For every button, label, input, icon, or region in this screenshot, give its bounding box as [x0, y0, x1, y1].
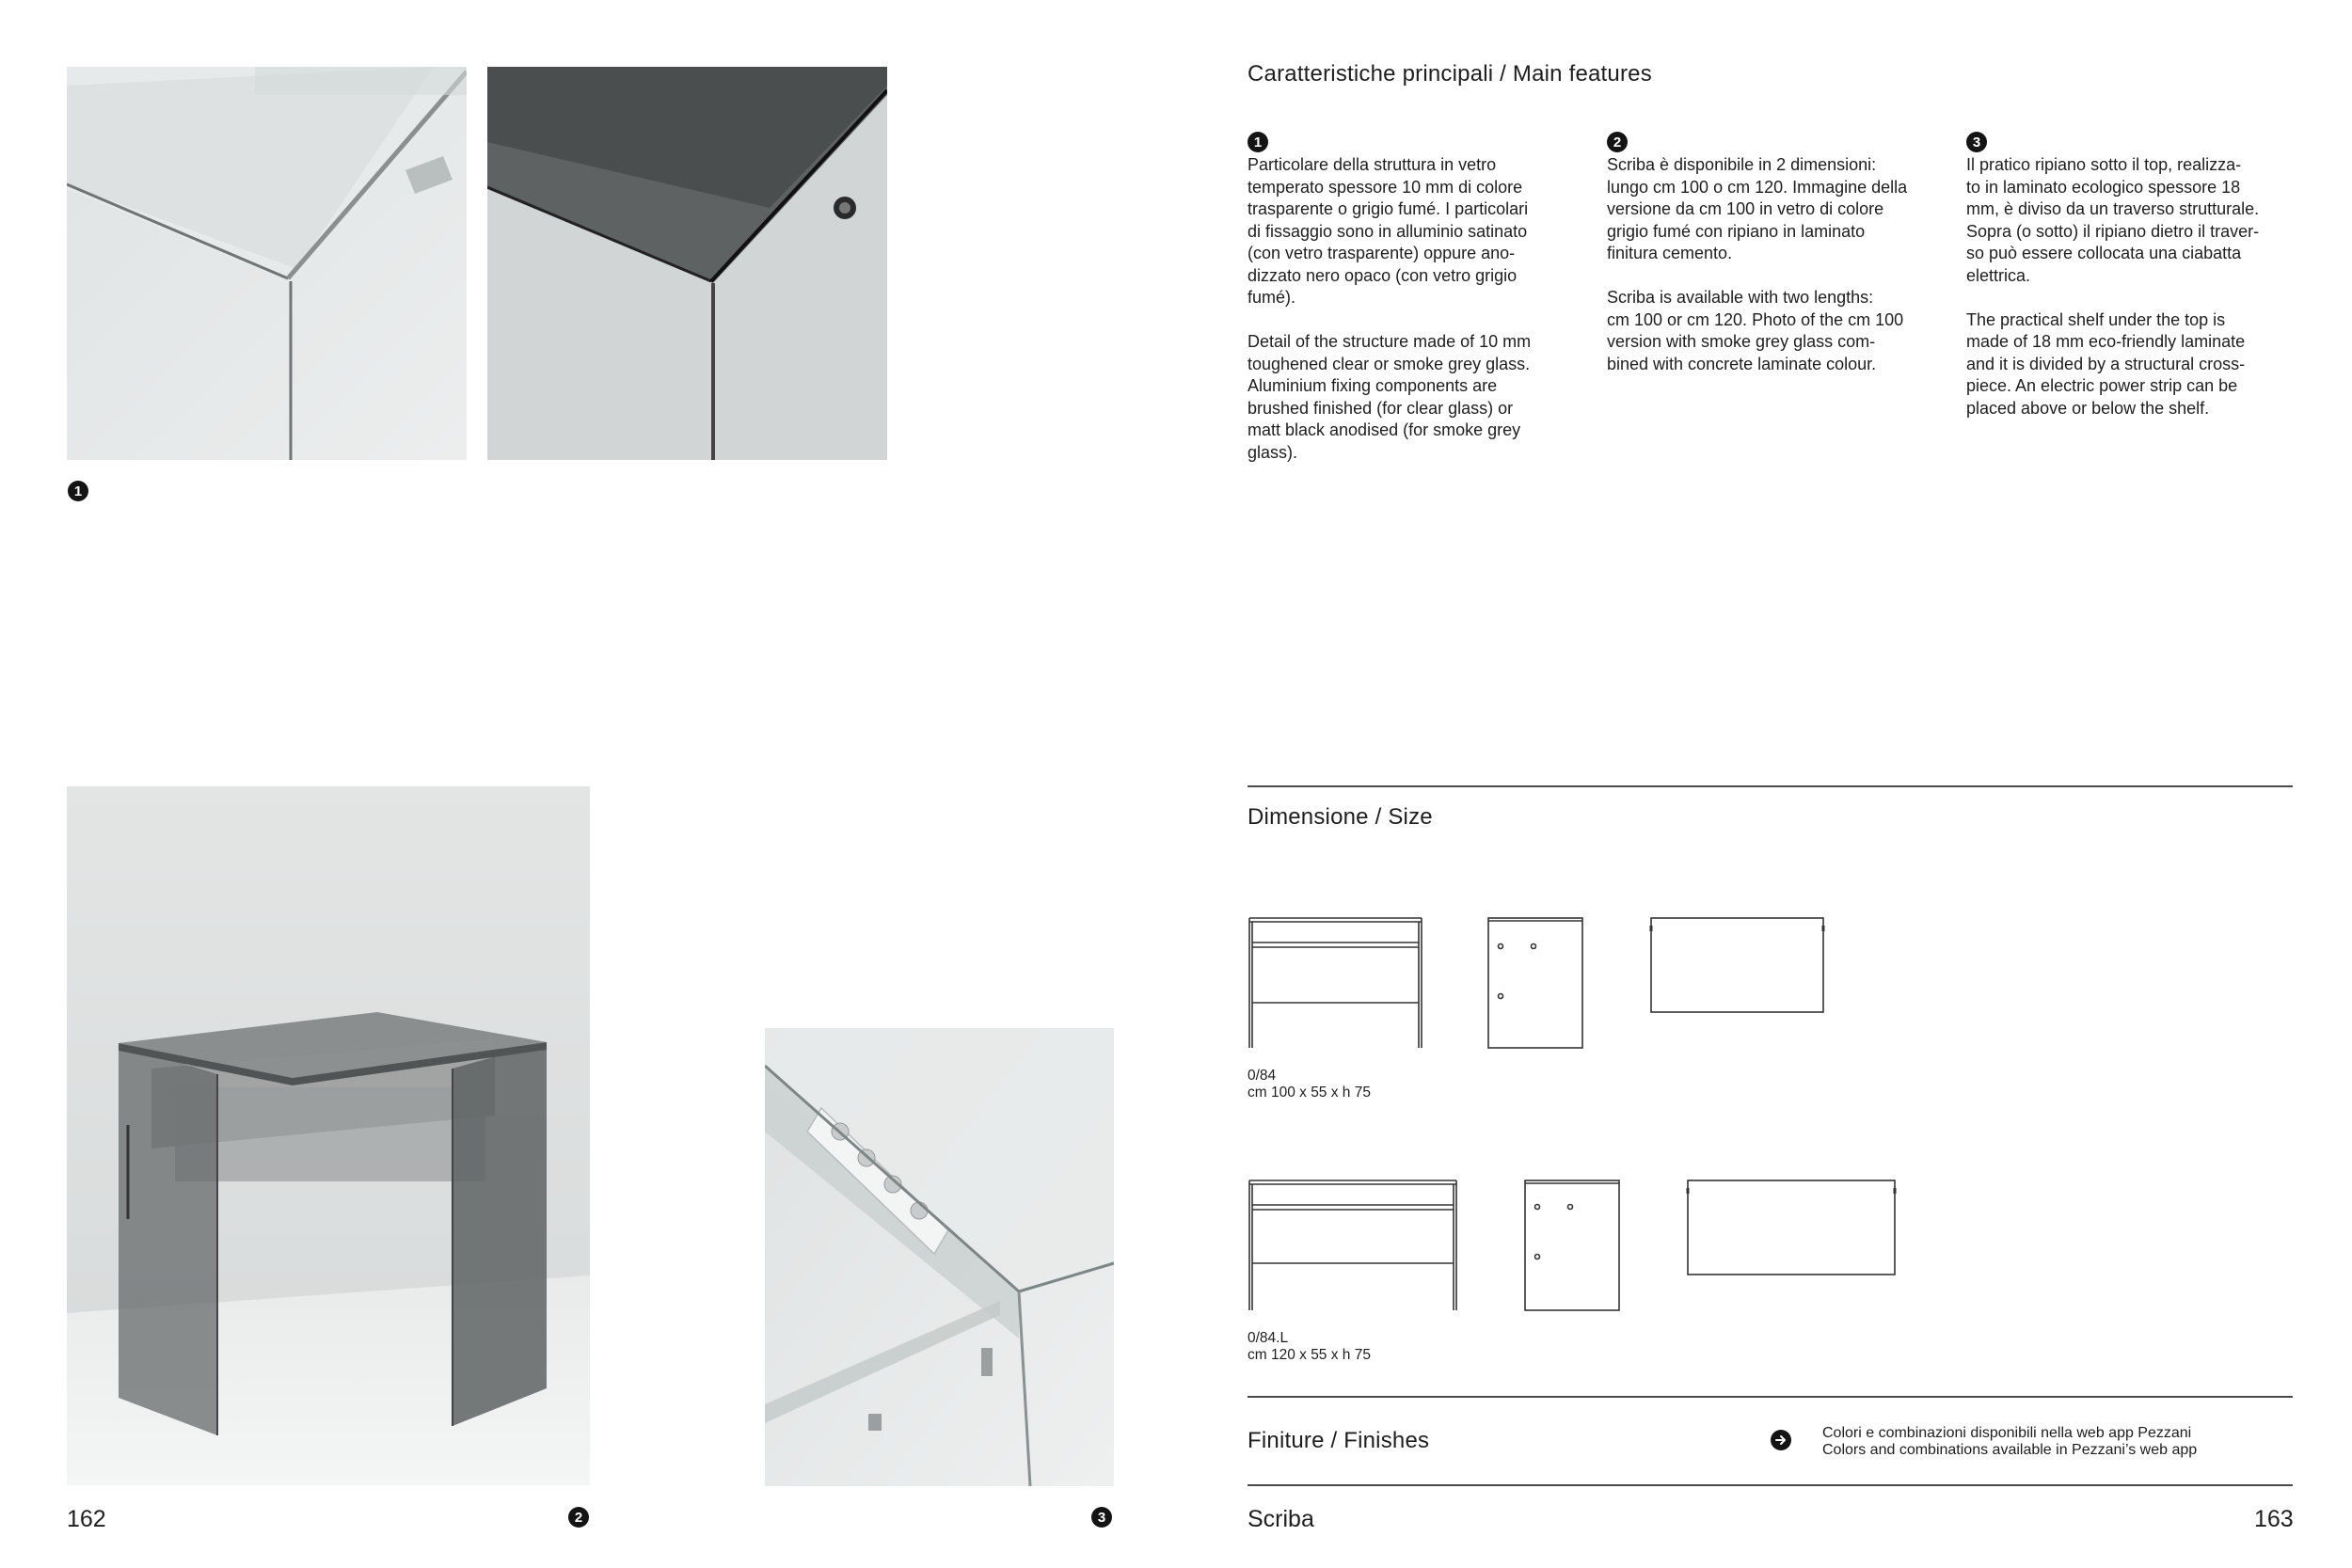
page-number-right: 163 — [2254, 1506, 2294, 1532]
feature-2-text-en: Scriba is available with two lengths: cm 100 or cm 120. Photo of the cm 100 version with smoke grey glass com- bined with concrete laminate colour. — [1607, 288, 1904, 373]
feature-1-text-en: Detail of the structure made of 10 mm toughened clear or smoke grey glass. Aluminium fixing components are brushed finished (for clear glass) or matt black anodised (for smoke grey glass). — [1248, 332, 1532, 462]
divider-finishes — [1248, 1396, 2293, 1398]
features-title: Caratteristiche principali / Main features — [1248, 61, 1652, 87]
drawing-front-view-100 — [1248, 916, 1423, 1050]
badge-3: 3 — [1091, 1507, 1112, 1528]
feature-3-text-it: Il pratico ripiano sotto il top, realizza- to in laminato ecologico spessore 18 mm, è diviso da un traverso strutturale. Sopra (o sotto) il ripiano dietro il traver- so può essere collocata una ciabatta elettrica. — [1966, 155, 2260, 285]
product-name: Scriba — [1248, 1506, 1314, 1532]
drawing-side-view-100 — [1486, 916, 1584, 1050]
drawing-front-view-120 — [1248, 1179, 1458, 1312]
feature-column-1 — [1248, 132, 1567, 486]
feature-3-text-en: The practical shelf under the top is made of 18 mm eco-friendly laminate and it is divided by a structural cross- piece. An electric power strip can be placed above or below the shelf. — [1966, 309, 2246, 418]
finishes-title: Finiture / Finishes — [1248, 1428, 1430, 1453]
feature-3-badge: 3 — [1966, 132, 1987, 152]
feature-1-text-it: Particolare della struttura in vetro temperato spessore 10 mm di colore trasparente o grigio fumé. I particolari di fissaggio sono in alluminio satinato (con vetro trasparente) oppure ano- dizzato nero opaco (con vetro grigio fumé). — [1248, 155, 1529, 307]
divider-size — [1248, 785, 2293, 787]
photo-scriba-desk — [67, 786, 590, 1485]
size-title: Dimensione / Size — [1248, 804, 1433, 830]
finishes-note-en: Colors and combinations available in Pezzani’s web app — [1822, 1442, 2198, 1458]
divider-footer — [1248, 1484, 2293, 1486]
drawing-side-view-120 — [1523, 1179, 1621, 1312]
model-1-dimensions: cm 100 x 55 x h 75 — [1248, 1085, 1371, 1101]
feature-2-badge: 2 — [1607, 132, 1628, 152]
drawing-top-view-100 — [1649, 916, 1825, 1014]
photo-smoke-glass-detail — [487, 67, 887, 460]
feature-1-badge: 1 — [1248, 132, 1268, 152]
model-2-dimensions: cm 120 x 55 x h 75 — [1248, 1347, 1371, 1363]
page-number-left: 162 — [67, 1506, 106, 1532]
photo-clear-glass-detail — [67, 67, 467, 460]
feature-2-text-it: Scriba è disponibile in 2 dimensioni: lungo cm 100 o cm 120. Immagine della versione da cm 100 in vetro di colore grigio fumé con ripiano in laminato finitura cemento. — [1607, 155, 1908, 262]
finishes-note-it: Colori e combinazioni disponibili nella web app Pezzani — [1822, 1425, 2192, 1441]
feature-column-2 — [1607, 132, 1927, 398]
feature-column-3 — [1966, 132, 2286, 442]
badge-1: 1 — [68, 481, 88, 501]
badge-2: 2 — [568, 1507, 589, 1528]
model-2-code: 0/84.L — [1248, 1330, 1289, 1346]
photo-power-strip-shelf — [765, 1028, 1114, 1486]
drawing-top-view-120 — [1686, 1179, 1897, 1276]
finishes-link-arrow-icon[interactable] — [1771, 1430, 1791, 1450]
model-1-code: 0/84 — [1248, 1068, 1277, 1084]
